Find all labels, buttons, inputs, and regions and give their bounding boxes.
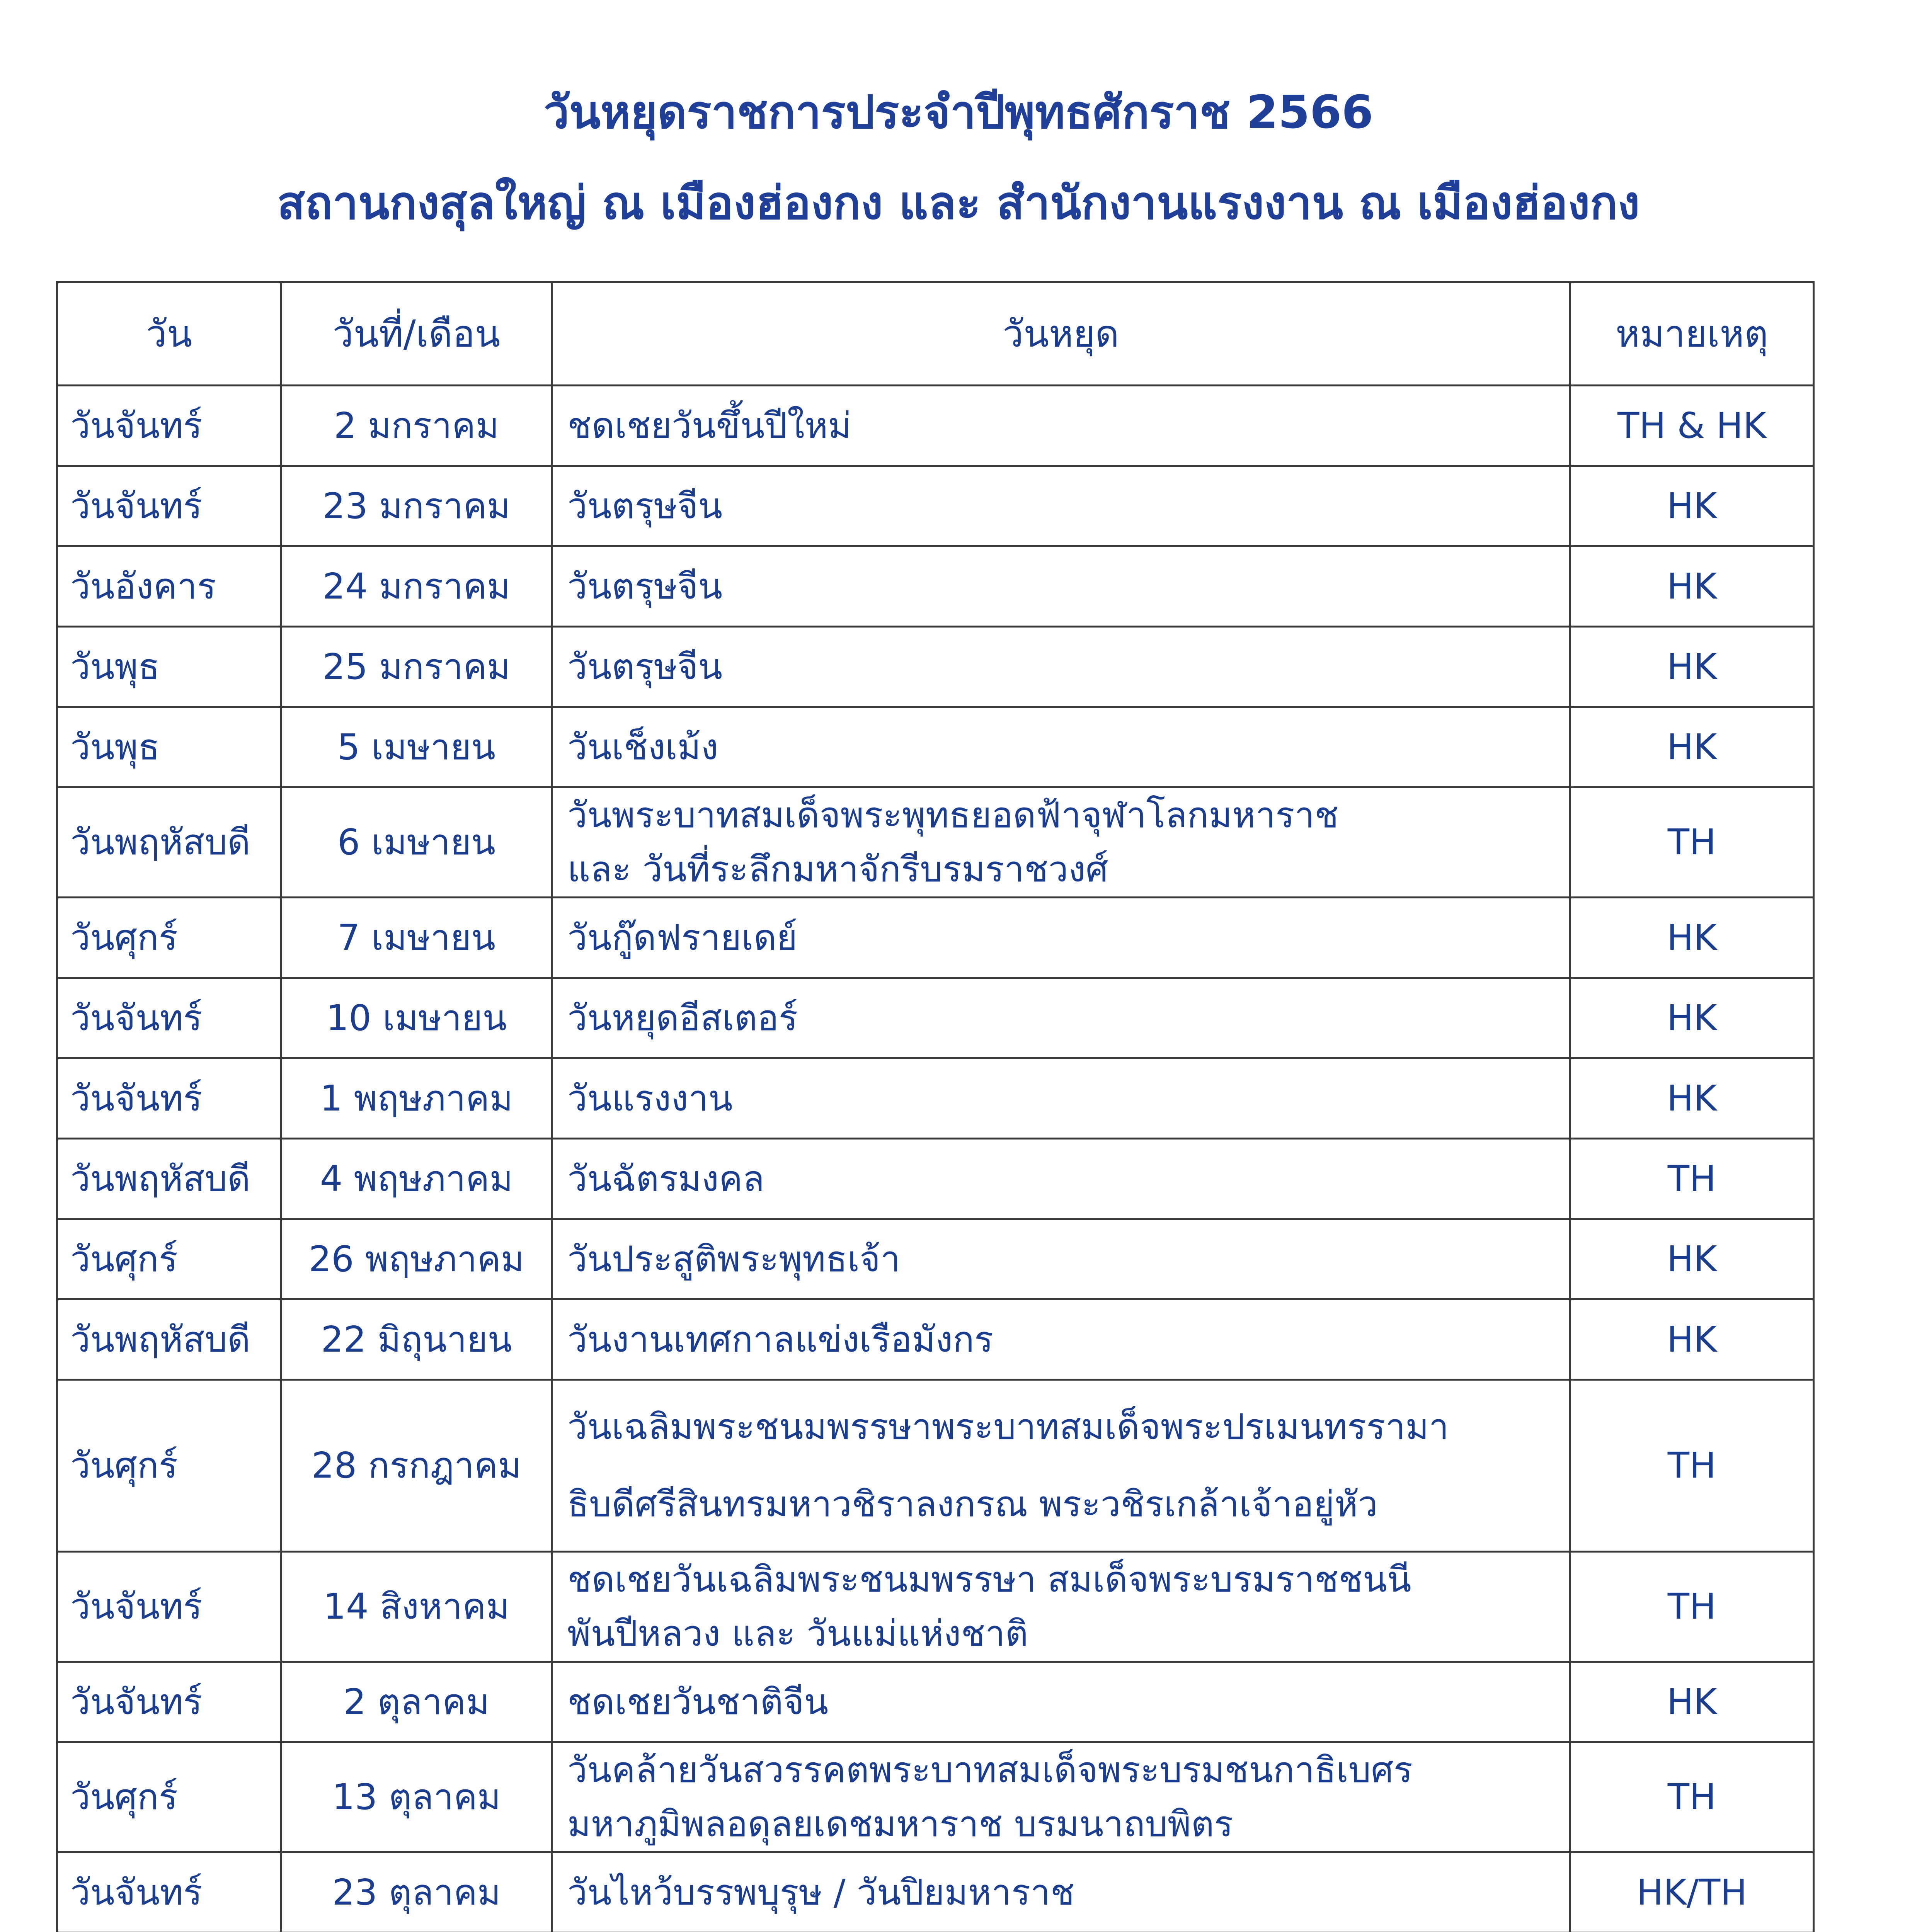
cell-holiday	[552, 546, 1570, 627]
cell-date: 24 มกราคม	[281, 546, 552, 627]
holiday-table	[56, 281, 1815, 1932]
cell-note: TH	[1570, 1552, 1814, 1662]
cell-day: วันพฤหัสบดี	[57, 1299, 281, 1380]
cell-note: TH	[1570, 1742, 1814, 1852]
cell-date: 25 มกราคม	[281, 627, 552, 707]
holiday-line: วันงานเทศกาลแข่งเรือมังกร	[567, 1318, 994, 1360]
holiday-line: วันเฉลิมพระชนมพรรษาพระบาทสมเด็จพระปรเมนทรรามา	[567, 1406, 1449, 1447]
cell-note: TH	[1570, 1380, 1814, 1552]
cell-holiday	[552, 1742, 1570, 1852]
cell-date: 26 พฤษภาคม	[281, 1219, 552, 1299]
table-row	[57, 1219, 1814, 1299]
cell-date: 6 เมษายน	[281, 787, 552, 898]
table-body	[57, 386, 1814, 1932]
cell-holiday	[552, 627, 1570, 707]
cell-holiday	[552, 1552, 1570, 1662]
holiday-line: วันฉัตรมงคล	[567, 1158, 764, 1199]
cell-date: 13 ตุลาคม	[281, 1742, 552, 1852]
holiday-line: วันกู๊ดฟรายเดย์	[567, 917, 798, 958]
table-row	[57, 1552, 1814, 1662]
table-header-row	[57, 282, 1814, 386]
cell-note: HK	[1570, 1299, 1814, 1380]
cell-note: HK/TH	[1570, 1852, 1814, 1932]
page-title: วันหยุดราชการประจำปีพุทธศักราช 2566	[543, 85, 1374, 139]
holiday-line: วันเช็งเม้ง	[567, 726, 718, 768]
holiday-line: วันหยุดอีสเตอร์	[567, 997, 798, 1039]
cell-day: วันศุกร์	[57, 1219, 281, 1299]
table-row	[57, 787, 1814, 898]
cell-note: HK	[1570, 1058, 1814, 1139]
cell-date: 14 สิงหาคม	[281, 1552, 552, 1662]
cell-date: 22 มิถุนายน	[281, 1299, 552, 1380]
table-row	[57, 1742, 1814, 1852]
cell-holiday	[552, 1852, 1570, 1932]
cell-holiday	[552, 978, 1570, 1058]
table-row	[57, 978, 1814, 1058]
cell-note: TH & HK	[1570, 386, 1814, 466]
cell-note: HK	[1570, 978, 1814, 1058]
cell-day: วันจันทร์	[57, 1552, 281, 1662]
cell-day: วันพุธ	[57, 707, 281, 787]
header-note: หมายเหตุ	[1570, 282, 1814, 386]
table-row	[57, 386, 1814, 466]
header-day: วัน	[57, 282, 281, 386]
page-subtitle: สถานกงสุลใหญ่ ณ เมืองฮ่องกง และ สำนักงานแรงงาน ณ เมืองฮ่องกง	[277, 176, 1640, 230]
table-row	[57, 466, 1814, 546]
cell-holiday	[552, 1058, 1570, 1139]
cell-holiday	[552, 466, 1570, 546]
cell-day: วันจันทร์	[57, 1852, 281, 1932]
cell-holiday	[552, 1139, 1570, 1219]
table-row	[57, 1299, 1814, 1380]
cell-note: HK	[1570, 466, 1814, 546]
cell-note: HK	[1570, 1662, 1814, 1742]
table-row	[57, 546, 1814, 627]
cell-date: 23 ตุลาคม	[281, 1852, 552, 1932]
cell-holiday	[552, 898, 1570, 978]
holiday-line: วันประสูติพระพุทธเจ้า	[567, 1238, 901, 1280]
cell-note: HK	[1570, 707, 1814, 787]
cell-note: HK	[1570, 627, 1814, 707]
cell-date: 2 ตุลาคม	[281, 1662, 552, 1742]
cell-day: วันศุกร์	[57, 1742, 281, 1852]
cell-date: 5 เมษายน	[281, 707, 552, 787]
holiday-line: วันไหว้บรรพบุรุษ / วันปิยมหาราช	[567, 1871, 1075, 1913]
table-row	[57, 1058, 1814, 1139]
cell-day: วันอังคาร	[57, 546, 281, 627]
table-row	[57, 1662, 1814, 1742]
table-row	[57, 1380, 1814, 1552]
cell-holiday	[552, 1380, 1570, 1552]
cell-holiday	[552, 1299, 1570, 1380]
cell-day: วันจันทร์	[57, 1058, 281, 1139]
cell-day: วันจันทร์	[57, 1662, 281, 1742]
holiday-line: ชดเชยวันขึ้นปีใหม่	[567, 405, 851, 446]
cell-holiday	[552, 787, 1570, 898]
table-row	[57, 1139, 1814, 1219]
holiday-line: วันตรุษจีน	[567, 485, 723, 527]
holiday-line: วันพระบาทสมเด็จพระพุทธยอดฟ้าจุฬาโลกมหาราช	[567, 794, 1339, 836]
holiday-line: วันตรุษจีน	[567, 565, 723, 607]
cell-holiday	[552, 707, 1570, 787]
holiday-line: วันคล้ายวันสวรรคตพระบาทสมเด็จพระบรมชนกาธิเบศร	[567, 1749, 1413, 1791]
cell-note: HK	[1570, 546, 1814, 627]
holiday-line: มหาภูมิพลอดุลยเดชมหาราช บรมนาถบพิตร	[567, 1803, 1233, 1845]
cell-date: 28 กรกฎาคม	[281, 1380, 552, 1552]
cell-date: 23 มกราคม	[281, 466, 552, 546]
cell-holiday	[552, 1662, 1570, 1742]
table-row	[57, 627, 1814, 707]
cell-date: 10 เมษายน	[281, 978, 552, 1058]
cell-day: วันจันทร์	[57, 466, 281, 546]
cell-note: TH	[1570, 787, 1814, 898]
cell-day: วันศุกร์	[57, 898, 281, 978]
cell-date: 1 พฤษภาคม	[281, 1058, 552, 1139]
header-date: วันที่/เดือน	[281, 282, 552, 386]
cell-date: 2 มกราคม	[281, 386, 552, 466]
header-holiday: วันหยุด	[552, 282, 1570, 386]
cell-day: วันจันทร์	[57, 978, 281, 1058]
holiday-line: ธิบดีศรีสินทรมหาวชิราลงกรณ พระวชิรเกล้าเจ้าอยู่หัว	[567, 1483, 1378, 1525]
cell-holiday	[552, 386, 1570, 466]
cell-holiday	[552, 1219, 1570, 1299]
holiday-line: ชดเชยวันชาติจีน	[567, 1681, 829, 1723]
cell-note: HK	[1570, 898, 1814, 978]
cell-date: 4 พฤษภาคม	[281, 1139, 552, 1219]
holiday-line: วันแรงงาน	[567, 1077, 733, 1119]
cell-day: วันพฤหัสบดี	[57, 1139, 281, 1219]
holiday-line: วันตรุษจีน	[567, 646, 723, 687]
holiday-line: ชดเชยวันเฉลิมพระชนมพรรษา สมเด็จพระบรมราชชนนี	[567, 1559, 1411, 1600]
holiday-line: พันปีหลวง และ วันแม่แห่งชาติ	[567, 1613, 1028, 1654]
holiday-line: และ วันที่ระลึกมหาจักรีบรมราชวงศ์	[567, 849, 1108, 890]
cell-day: วันพฤหัสบดี	[57, 787, 281, 898]
cell-date: 7 เมษายน	[281, 898, 552, 978]
cell-day: วันศุกร์	[57, 1380, 281, 1552]
cell-note: TH	[1570, 1139, 1814, 1219]
table-row	[57, 1852, 1814, 1932]
table-row	[57, 898, 1814, 978]
table-row	[57, 707, 1814, 787]
cell-note: HK	[1570, 1219, 1814, 1299]
cell-day: วันจันทร์	[57, 386, 281, 466]
cell-day: วันพุธ	[57, 627, 281, 707]
